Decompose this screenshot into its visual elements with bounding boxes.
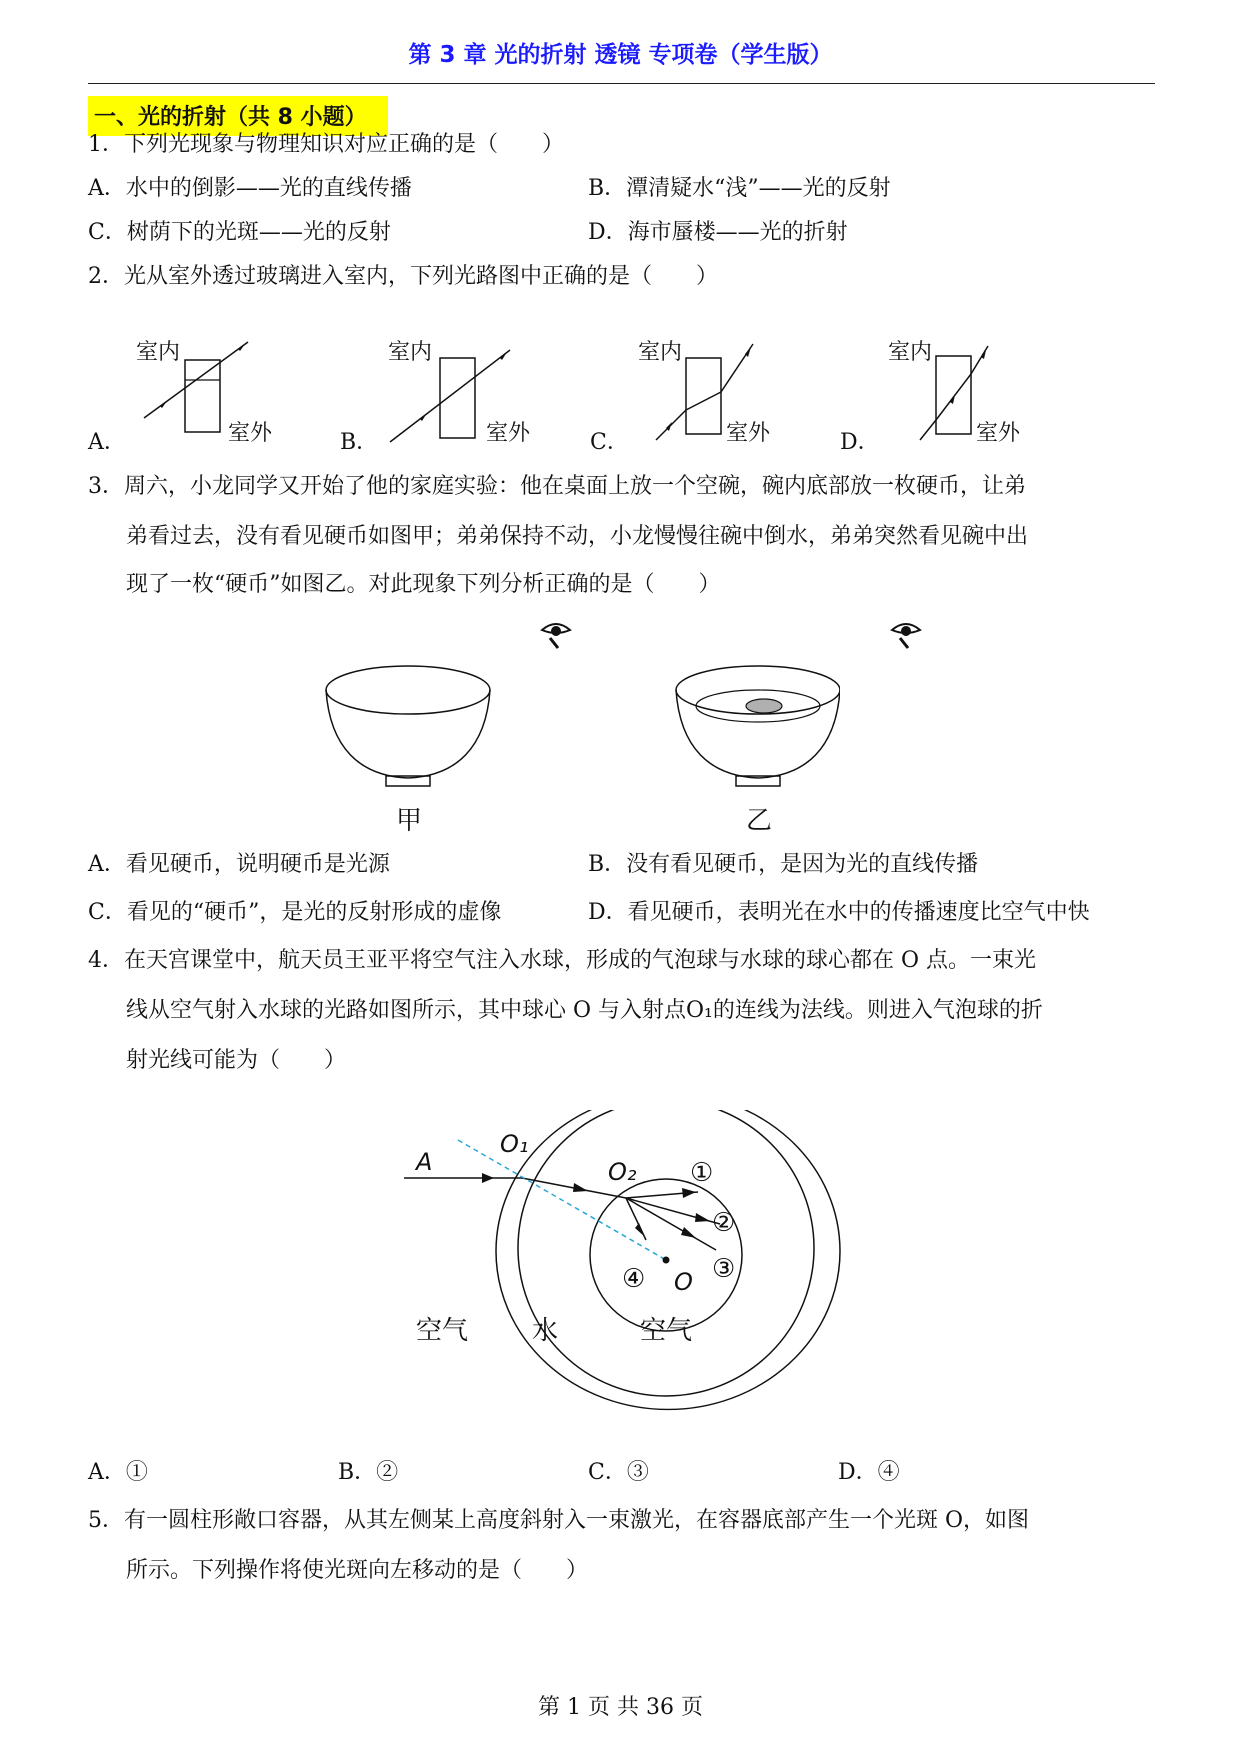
q2-option-a-letter: A．	[88, 430, 126, 455]
q2-d-indoor-label: 室内	[888, 340, 933, 365]
q2-a-outdoor-label: 室外	[228, 421, 273, 446]
q4-option-d: D．④	[838, 1460, 900, 1485]
q2-c-outdoor-label: 室外	[726, 421, 771, 446]
q4-label-o1: O₁	[500, 1130, 529, 1158]
page-title: 第 3 章 光的折射 透镜 专项卷（学生版）	[408, 42, 833, 68]
q4-option-c: C．③	[588, 1460, 649, 1485]
q4-label-o: O	[674, 1268, 693, 1296]
q4-line-3: 射光线可能为（ ）	[126, 1048, 347, 1073]
q4-option-b: B．②	[338, 1460, 399, 1485]
header-divider	[88, 83, 1155, 84]
q3-option-c: C．看见的“硬币”，是光的反射形成的虚像	[88, 900, 502, 925]
q1-option-d: D．海市蜃楼——光的折射	[588, 220, 848, 245]
q3-eye-right	[888, 618, 928, 652]
q4-line-1: 4．在天宫课堂中，航天员王亚平将空气注入水球，形成的气泡球与水球的球心都在 O 点。一束光	[88, 948, 1037, 973]
q4-label-air-inside: 空气	[640, 1316, 693, 1346]
q1-option-b: B．潭清疑水“浅”——光的反射	[588, 176, 891, 201]
q3-line-1: 3．周六，小龙同学又开始了他的家庭实验：他在桌面上放一个空碗，碗内底部放一枚硬币，让弟	[88, 474, 1027, 499]
q1-stem: 1．下列光现象与物理知识对应正确的是（ ）	[88, 132, 564, 157]
q5-line-2: 所示。下列操作将使光斑向左移动的是（ ）	[126, 1558, 589, 1583]
q4-option-a: A．①	[88, 1460, 148, 1485]
q2-d-outdoor-label: 室外	[976, 421, 1021, 446]
q4-label-air-outside: 空气	[416, 1316, 469, 1346]
q3-option-a: A．看见硬币，说明硬币是光源	[88, 852, 390, 877]
page-footer: 第 1 页 共 36 页	[538, 1695, 703, 1720]
section-title: 一、光的折射（共 8 小题）	[94, 105, 367, 130]
eye-icon	[888, 618, 928, 652]
q4-label-o2: O₂	[608, 1158, 637, 1186]
q2-b-indoor-label: 室内	[388, 340, 433, 365]
q3-fig-left-caption: 甲	[396, 806, 423, 836]
q4-label-ray3: ③	[712, 1254, 736, 1284]
q2-b-outdoor-label: 室外	[486, 421, 531, 446]
q3-fig-right-caption: 乙	[746, 806, 773, 836]
q3-bowls-svg	[320, 618, 840, 828]
q3-line-3: 现了一枚“硬币”如图乙。对此现象下列分析正确的是（ ）	[126, 572, 721, 597]
q1-option-a: A．水中的倒影——光的直线传播	[88, 176, 412, 201]
q3-bowls-figure	[320, 618, 840, 828]
q4-label-ray2: ②	[712, 1208, 736, 1238]
q5-line-1: 5．有一圆柱形敞口容器，从其左侧某上高度斜射入一束激光，在容器底部产生一个光斑 O，如图	[88, 1508, 1030, 1533]
q2-a-indoor-label: 室内	[136, 340, 181, 365]
q4-line-2: 线从空气射入水球的光路如图所示，其中球心 O 与入射点O₁的连线为法线。则进入气泡球的折	[126, 998, 1043, 1023]
eye-icon	[542, 624, 570, 648]
q2-option-b-letter: B．	[340, 430, 379, 455]
q2-option-d-letter: D．	[840, 430, 880, 455]
q4-label-water: 水	[532, 1316, 559, 1346]
q4-label-a: A	[416, 1148, 433, 1176]
q3-option-d: D．看见硬币，表明光在水中的传播速度比空气中快	[588, 900, 1090, 925]
q2-option-c-letter: C．	[590, 430, 629, 455]
q2-stem: 2．光从室外透过玻璃进入室内，下列光路图中正确的是（ ）	[88, 264, 718, 289]
q3-option-b: B．没有看见硬币，是因为光的直线传播	[588, 852, 979, 877]
q4-label-ray4: ④	[622, 1264, 646, 1294]
q1-option-c: C．树荫下的光斑——光的反射	[88, 220, 391, 245]
q4-label-ray1: ①	[690, 1158, 714, 1188]
q2-c-indoor-label: 室内	[638, 340, 683, 365]
q3-line-2: 弟看过去，没有看见硬币如图甲；弟弟保持不动，小龙慢慢往碗中倒水，弟弟突然看见碗中出	[126, 524, 1029, 549]
